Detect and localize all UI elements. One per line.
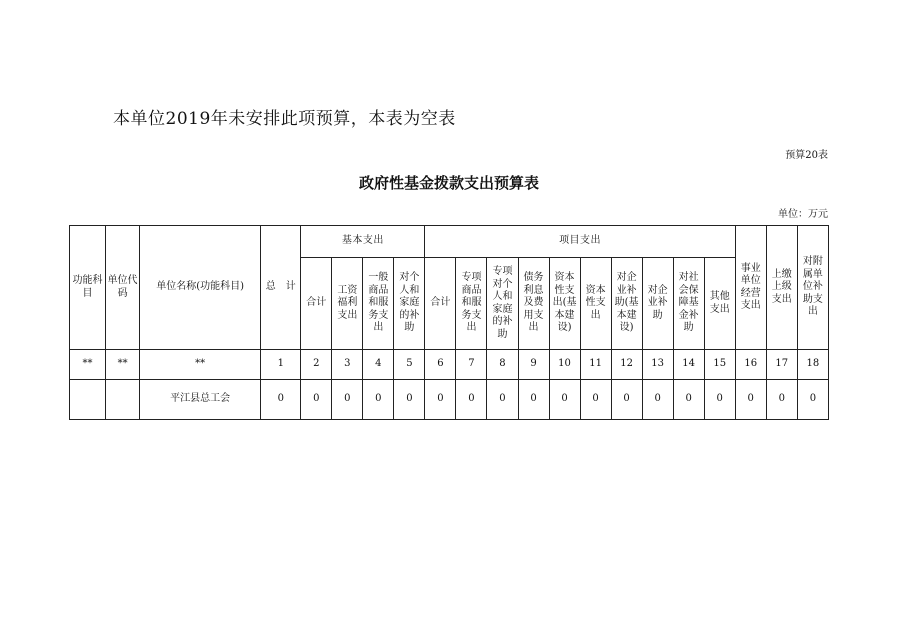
column-number: 5	[394, 350, 425, 380]
header-total: 总 计	[261, 226, 301, 350]
header-project-social-security: 对社会保障基金补助	[673, 258, 704, 350]
header-project-enterprise: 对企业补助	[642, 258, 673, 350]
code-mark: **	[140, 350, 261, 380]
header-project-group: 项目支出	[425, 226, 735, 258]
header-project-enterprise-construction: 对企业补助(基本建设)	[611, 258, 642, 350]
cell-value: 0	[456, 380, 487, 420]
cell-value: 0	[766, 380, 797, 420]
header-project-capital: 资本性支出	[580, 258, 611, 350]
unit-label: 单位：万元	[778, 209, 828, 220]
header-func-subject: 功能科目	[70, 226, 106, 350]
column-number: 14	[673, 350, 704, 380]
column-number: 6	[425, 350, 456, 380]
column-number: 3	[332, 350, 363, 380]
header-basic-group: 基本支出	[301, 226, 425, 258]
header-upper: 上缴上级支出	[766, 226, 797, 350]
header-project-debt: 债务利息及费用支出	[518, 258, 549, 350]
row-unit-name: 平江县总工会	[140, 380, 261, 420]
form-number: 预算20表	[785, 150, 828, 161]
column-number: 10	[549, 350, 580, 380]
header-project-other: 其他支出	[704, 258, 735, 350]
column-number: 12	[611, 350, 642, 380]
header-project-individual: 专项对个人和家庭的补助	[487, 258, 518, 350]
column-number: 11	[580, 350, 611, 380]
budget-table	[69, 225, 829, 420]
header-project-goods: 专项商品和服务支出	[456, 258, 487, 350]
cell-value: 0	[301, 380, 332, 420]
header-unit-name: 单位名称(功能科目)	[140, 226, 261, 350]
cell-value: 0	[363, 380, 394, 420]
cell-value: 0	[518, 380, 549, 420]
table-title: 政府性基金拨款支出预算表	[358, 174, 539, 192]
code-mark: **	[70, 350, 106, 380]
header-unit-code: 单位代码	[106, 226, 140, 350]
row-unit-code	[106, 380, 140, 420]
header-basic-individual: 对个人和家庭的补助	[394, 258, 425, 350]
column-number: 15	[704, 350, 735, 380]
table-row	[70, 380, 829, 420]
header-row-groups	[70, 226, 829, 258]
cell-value: 0	[797, 380, 828, 420]
empty-table-notice: 本单位2019年未安排此项预算，本表为空表	[113, 109, 456, 129]
column-number: 17	[766, 350, 797, 380]
column-number: 18	[797, 350, 828, 380]
header-basic-goods: 一般商品和服务支出	[363, 258, 394, 350]
column-number: 7	[456, 350, 487, 380]
header-affiliated: 对附属单位补助支出	[797, 226, 828, 350]
cell-total: 0	[261, 380, 301, 420]
column-number: 4	[363, 350, 394, 380]
cell-value: 0	[673, 380, 704, 420]
header-business: 事业单位经营支出	[735, 226, 766, 350]
column-number: 13	[642, 350, 673, 380]
cell-value: 0	[394, 380, 425, 420]
column-number: 16	[735, 350, 766, 380]
cell-value: 0	[642, 380, 673, 420]
code-mark: **	[106, 350, 140, 380]
column-number: 9	[518, 350, 549, 380]
cell-value: 0	[704, 380, 735, 420]
column-number: 2	[301, 350, 332, 380]
cell-value: 0	[425, 380, 456, 420]
cell-value: 0	[332, 380, 363, 420]
cell-value: 0	[611, 380, 642, 420]
header-basic-total: 合计	[301, 258, 332, 350]
column-number: 8	[487, 350, 518, 380]
cell-value: 0	[580, 380, 611, 420]
header-project-total: 合计	[425, 258, 456, 350]
header-basic-salary: 工资福利支出	[332, 258, 363, 350]
cell-value: 0	[549, 380, 580, 420]
column-number: 1	[261, 350, 301, 380]
code-row	[70, 350, 829, 380]
cell-value: 0	[487, 380, 518, 420]
header-project-capital-construction: 资本性支出(基本建设)	[549, 258, 580, 350]
row-func-subject	[70, 380, 106, 420]
cell-value: 0	[735, 380, 766, 420]
